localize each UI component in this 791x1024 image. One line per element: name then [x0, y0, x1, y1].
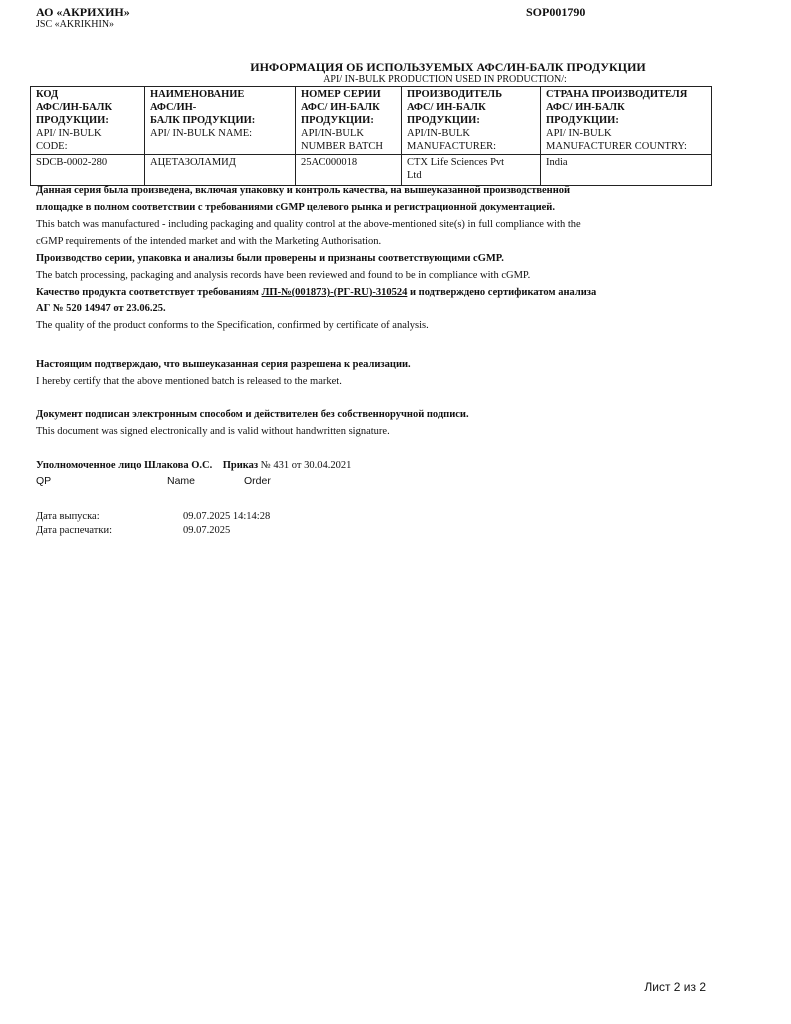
- signatory-name: Уполномоченное лицо Шлакова О.С.: [36, 460, 213, 471]
- api-info-table: [30, 86, 712, 186]
- statement-4-en: I hereby certify that the above mentioned batch is released to the market.: [36, 376, 342, 387]
- cell-batch: 25АС000018: [296, 155, 402, 186]
- table-row: [31, 155, 712, 186]
- cell-name: АЦЕТАЗОЛАМИД: [145, 155, 296, 186]
- order-en-label: Order: [244, 475, 271, 487]
- signatory-line: [36, 457, 351, 474]
- document-title: ИНФОРМАЦИЯ ОБ ИСПОЛЬЗУЕМЫХ АФС/ИН-БАЛК ПРОДУКЦИИ: [250, 60, 646, 74]
- name-label: Name: [167, 475, 196, 487]
- order-value: № 431 от 30.04.2021: [260, 460, 352, 471]
- qp-label: QP: [36, 475, 52, 487]
- header-cell-code: КОД АФС/ИН-БАЛК ПРОДУКЦИИ: API/ IN-BULK CODE:: [31, 87, 145, 155]
- statement-4-ru: Настоящим подтверждаю, что вышеуказанная серия разрешена к реализации.: [36, 359, 411, 370]
- header-cell-batch: НОМЕР СЕРИИ АФС/ ИН-БАЛК ПРОДУКЦИИ: API/IN-BULK NUMBER BATCH: [296, 87, 402, 155]
- statement-2-en: The batch processing, packaging and analysis records have been reviewed and found to be in compliance with cGMP.: [36, 270, 531, 281]
- statement-2-ru: Производство серии, упаковка и анализы были проверены и признаны соответствующими cGMP.: [36, 253, 504, 264]
- statement-3-ru-line1: Качество продукта соответствует требованиям ЛП-№(001873)-(РГ-RU)-310524 и подтверждено сертификатом анализа: [36, 287, 597, 298]
- specification-reference: ЛП-№(001873)-(РГ-RU)-310524: [261, 287, 408, 298]
- order-label: Приказ: [222, 460, 259, 471]
- statement-1-en-line1: This batch was manufactured - including packaging and quality control at the above-mentioned site(s) in full compliance with the: [36, 219, 581, 230]
- statement-3-ru-line2: АГ № 520 14947 от 23.06.25.: [36, 303, 166, 314]
- statement-1-en-line2: cGMP requirements of the intended market and with the Marketing Authorisation.: [36, 236, 382, 247]
- page-number: Лист 2 из 2: [644, 980, 706, 994]
- table-header-row: [31, 87, 712, 155]
- print-date-label: Дата распечатки:: [36, 525, 113, 536]
- header-cell-country: СТРАНА ПРОИЗВОДИТЕЛЯ АФС/ ИН-БАЛК ПРОДУКЦИИ: API/ IN-BULK MANUFACTURER COUNTRY:: [541, 87, 712, 155]
- document-subtitle: API/ IN-BULK PRODUCTION USED IN PRODUCTION/:: [323, 74, 567, 85]
- statement-5-en: This document was signed electronically and is valid without handwritten signature.: [36, 426, 390, 437]
- statement-5-ru: Документ подписан электронным способом и действителен без собственноручной подписи.: [36, 409, 469, 420]
- cell-country: India: [541, 155, 712, 186]
- document-number: SOP001790: [526, 5, 586, 19]
- issue-date-label: Дата выпуска:: [36, 511, 100, 522]
- print-date-value: 09.07.2025: [183, 525, 231, 536]
- statement-1-ru-line2: площадке в полном соответствии с требованиями cGMP целевого рынка и регистрационной документацией.: [36, 202, 555, 213]
- company-name-en: JSC «AKRIKHIN»: [36, 19, 115, 30]
- cell-manufacturer: CTX Life Sciences Pvt Ltd: [402, 155, 541, 186]
- cell-code: SDCB-0002-280: [31, 155, 145, 186]
- header-cell-name: НАИМЕНОВАНИЕ АФС/ИН- БАЛК ПРОДУКЦИИ: API/ IN-BULK NAME:: [145, 87, 296, 155]
- statement-1-ru-line1: Данная серия была произведена, включая упаковку и контроль качества, на вышеуказанной производственной: [36, 185, 571, 196]
- company-name-ru: АО «АКРИХИН»: [36, 5, 130, 19]
- header-cell-manufacturer: ПРОИЗВОДИТЕЛЬ АФС/ ИН-БАЛК ПРОДУКЦИИ: API/IN-BULK MANUFACTURER:: [402, 87, 541, 155]
- statement-3-en: The quality of the product conforms to the Specification, confirmed by certificate of analysis.: [36, 320, 429, 331]
- issue-date-value: 09.07.2025 14:14:28: [183, 511, 271, 522]
